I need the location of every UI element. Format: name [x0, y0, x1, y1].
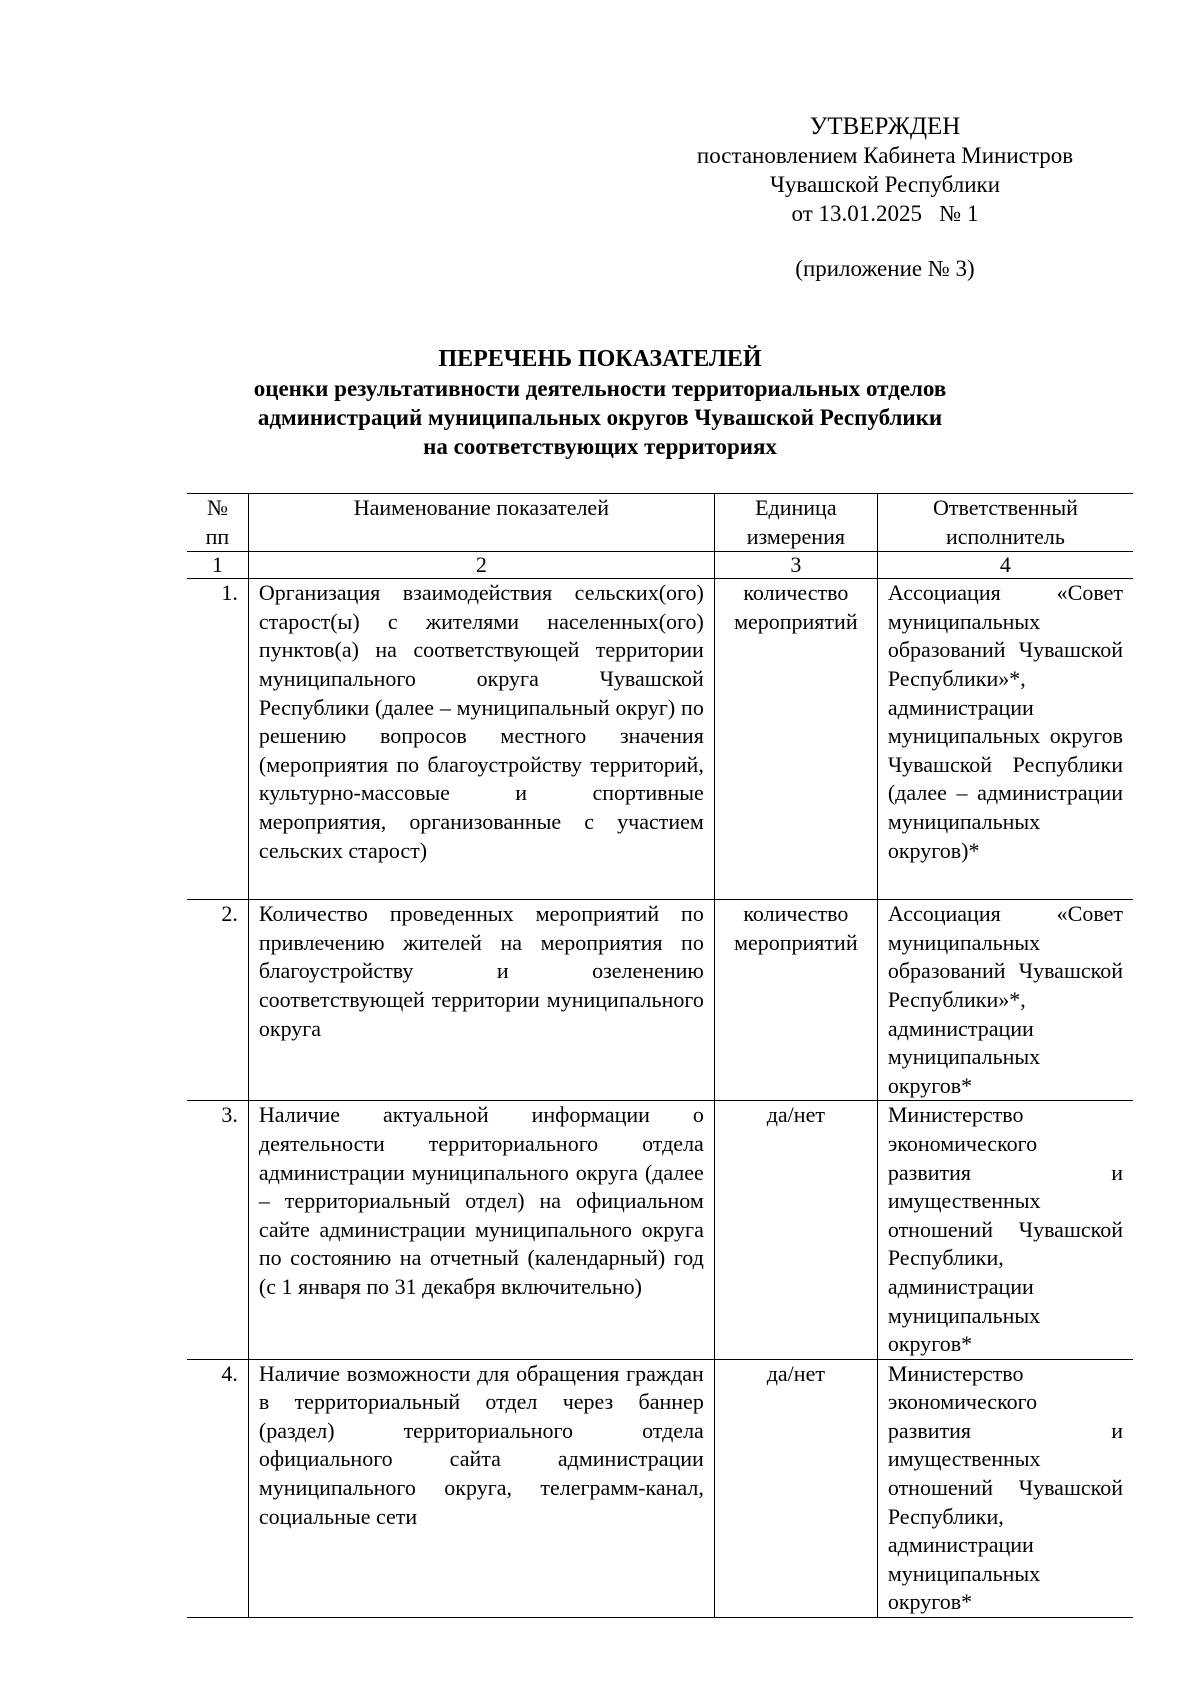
approval-line-1: постановлением Кабинета Министров [696, 143, 1074, 168]
indicator-name: Организация взаимодействия сельских(ого) старост(ы) с жителями населенных(ого) пунктов(а) на соответствующей территории муниципального округа Чувашской Республики (далее – муниципальный округ) по решению вопросов местного значения (мероприятия по благоустройству территорий, культурно-массовые и спортивные мероприятия, организованные с участием сельских старост) [248, 579, 714, 900]
document-title [100, 345, 1100, 461]
title-line-2: администраций муниципальных округов Чувашской Республики [257, 405, 943, 430]
indicator-name: Наличие актуальной информации о деятельности территориального отдела администрации муниципального округа (далее – территориальный отдел) на официальном сайте администрации муниципального округа по состоянию на отчетный (календарный) год (с 1 января по 31 декабря включительно) [248, 1101, 714, 1359]
column-index: 1 [187, 552, 248, 579]
title-line-1: оценки результативности деятельности территориальных отделов [253, 376, 947, 401]
indicator-name: Наличие возможности для обращения граждан в территориальный отдел через баннер (раздел) территориального отдела официального сайта администрации муниципального округа, телеграмм-канал, социальные сети [248, 1359, 714, 1617]
column-index: 3 [714, 552, 877, 579]
title-main: ПЕРЕЧЕНЬ ПОКАЗАТЕЛЕЙ [438, 346, 762, 372]
approval-line-3: от 13.01.2025 № 1 [791, 201, 979, 226]
responsible-executor: Министерство экономического развития и имущественных отношений Чувашской Республики, администрации муниципальных округов* [877, 1101, 1133, 1359]
header-responsible: Ответственный исполнитель [877, 494, 1133, 552]
indicators-table [187, 493, 1133, 1618]
approval-line-2: Чувашской Республики [769, 172, 1001, 197]
header-name: Наименование показателей [248, 494, 714, 552]
column-index: 2 [248, 552, 714, 579]
column-index: 4 [877, 552, 1133, 579]
column-index-row [187, 552, 1133, 579]
responsible-executor: Ассоциация «Совет муниципальных образований Чувашской Республики»*, администрации муниципальных округов* [877, 900, 1133, 1101]
header-unit: Единица измерения [714, 494, 877, 552]
table-header-row [187, 494, 1133, 552]
row-number: 1. [187, 579, 248, 900]
unit-of-measure: количество мероприятий [714, 579, 877, 900]
row-number: 4. [187, 1359, 248, 1617]
unit-of-measure: количество мероприятий [714, 900, 877, 1101]
unit-of-measure: да/нет [714, 1101, 877, 1359]
unit-of-measure: да/нет [714, 1359, 877, 1617]
appendix-label: (приложение № 3) [795, 256, 975, 281]
table-row [187, 900, 1133, 1101]
approval-heading: УТВЕРЖДЕН [809, 113, 961, 140]
approval-stamp [600, 112, 1170, 283]
table-row [187, 579, 1133, 900]
responsible-executor: Министерство экономического развития и имущественных отношений Чувашской Республики, администрации муниципальных округов* [877, 1359, 1133, 1617]
row-number: 3. [187, 1101, 248, 1359]
header-num: № пп [187, 494, 248, 552]
title-line-3: на соответствующих территориях [423, 434, 777, 459]
indicator-name: Количество проведенных мероприятий по привлечению жителей на мероприятия по благоустройству и озеленению соответствующей территории муниципального округа [248, 900, 714, 1101]
table-row [187, 1359, 1133, 1617]
table-row [187, 1101, 1133, 1359]
row-number: 2. [187, 900, 248, 1101]
responsible-executor: Ассоциация «Совет муниципальных образований Чувашской Республики»*, администрации муниципальных округов Чувашской Республики (далее – администрации муниципальных округов)* [877, 579, 1133, 900]
